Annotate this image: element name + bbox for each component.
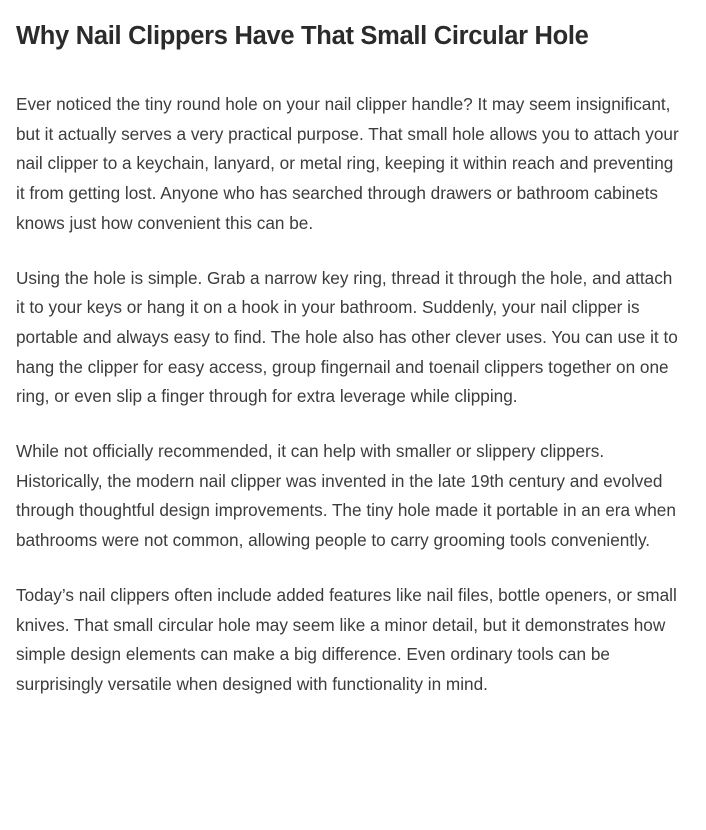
- paragraph-3: While not officially recommended, it can help with smaller or slippery clippers. Historically, the modern nail clipper was invented in the late 19th century and evolved through thoughtful design improvements. The tiny hole made it portable in an era when bathrooms were not common, allowing people to carry grooming tools conveniently.: [16, 441, 676, 551]
- paragraph-2: Using the hole is simple. Grab a narrow key ring, thread it through the hole, and attach it to your keys or hang it on a hook in your bathroom. Suddenly, your nail clipper is portable and always easy to find. The hole also has other clever uses. You can use it to hang the clipper for easy access, group fingernail and toenail clippers together on one ring, or even slip a finger through for extra leverage while clipping.: [16, 267, 678, 407]
- paragraph-1: Ever noticed the tiny round hole on your nail clipper handle? It may seem insignificant, but it actually serves a very practical purpose. That small hole allows you to attach your nail clipper to a keychain, lanyard, or metal ring, keeping it within reach and preventing it from getting lost. Anyone who has searched through drawers or bathroom cabinets knows just how convenient this can be.: [16, 94, 679, 233]
- article-body: [16, 0, 680, 700]
- article-title: Why Nail Clippers Have That Small Circular Hole: [16, 22, 589, 50]
- paragraph-4: Today’s nail clippers often include added features like nail files, bottle openers, or small knives. That small circular hole may seem like a minor detail, but it demonstrates how simple design elements can make a big difference. Even ordinary tools can be surprisingly versatile when designed with functionality in mind.: [16, 584, 677, 694]
